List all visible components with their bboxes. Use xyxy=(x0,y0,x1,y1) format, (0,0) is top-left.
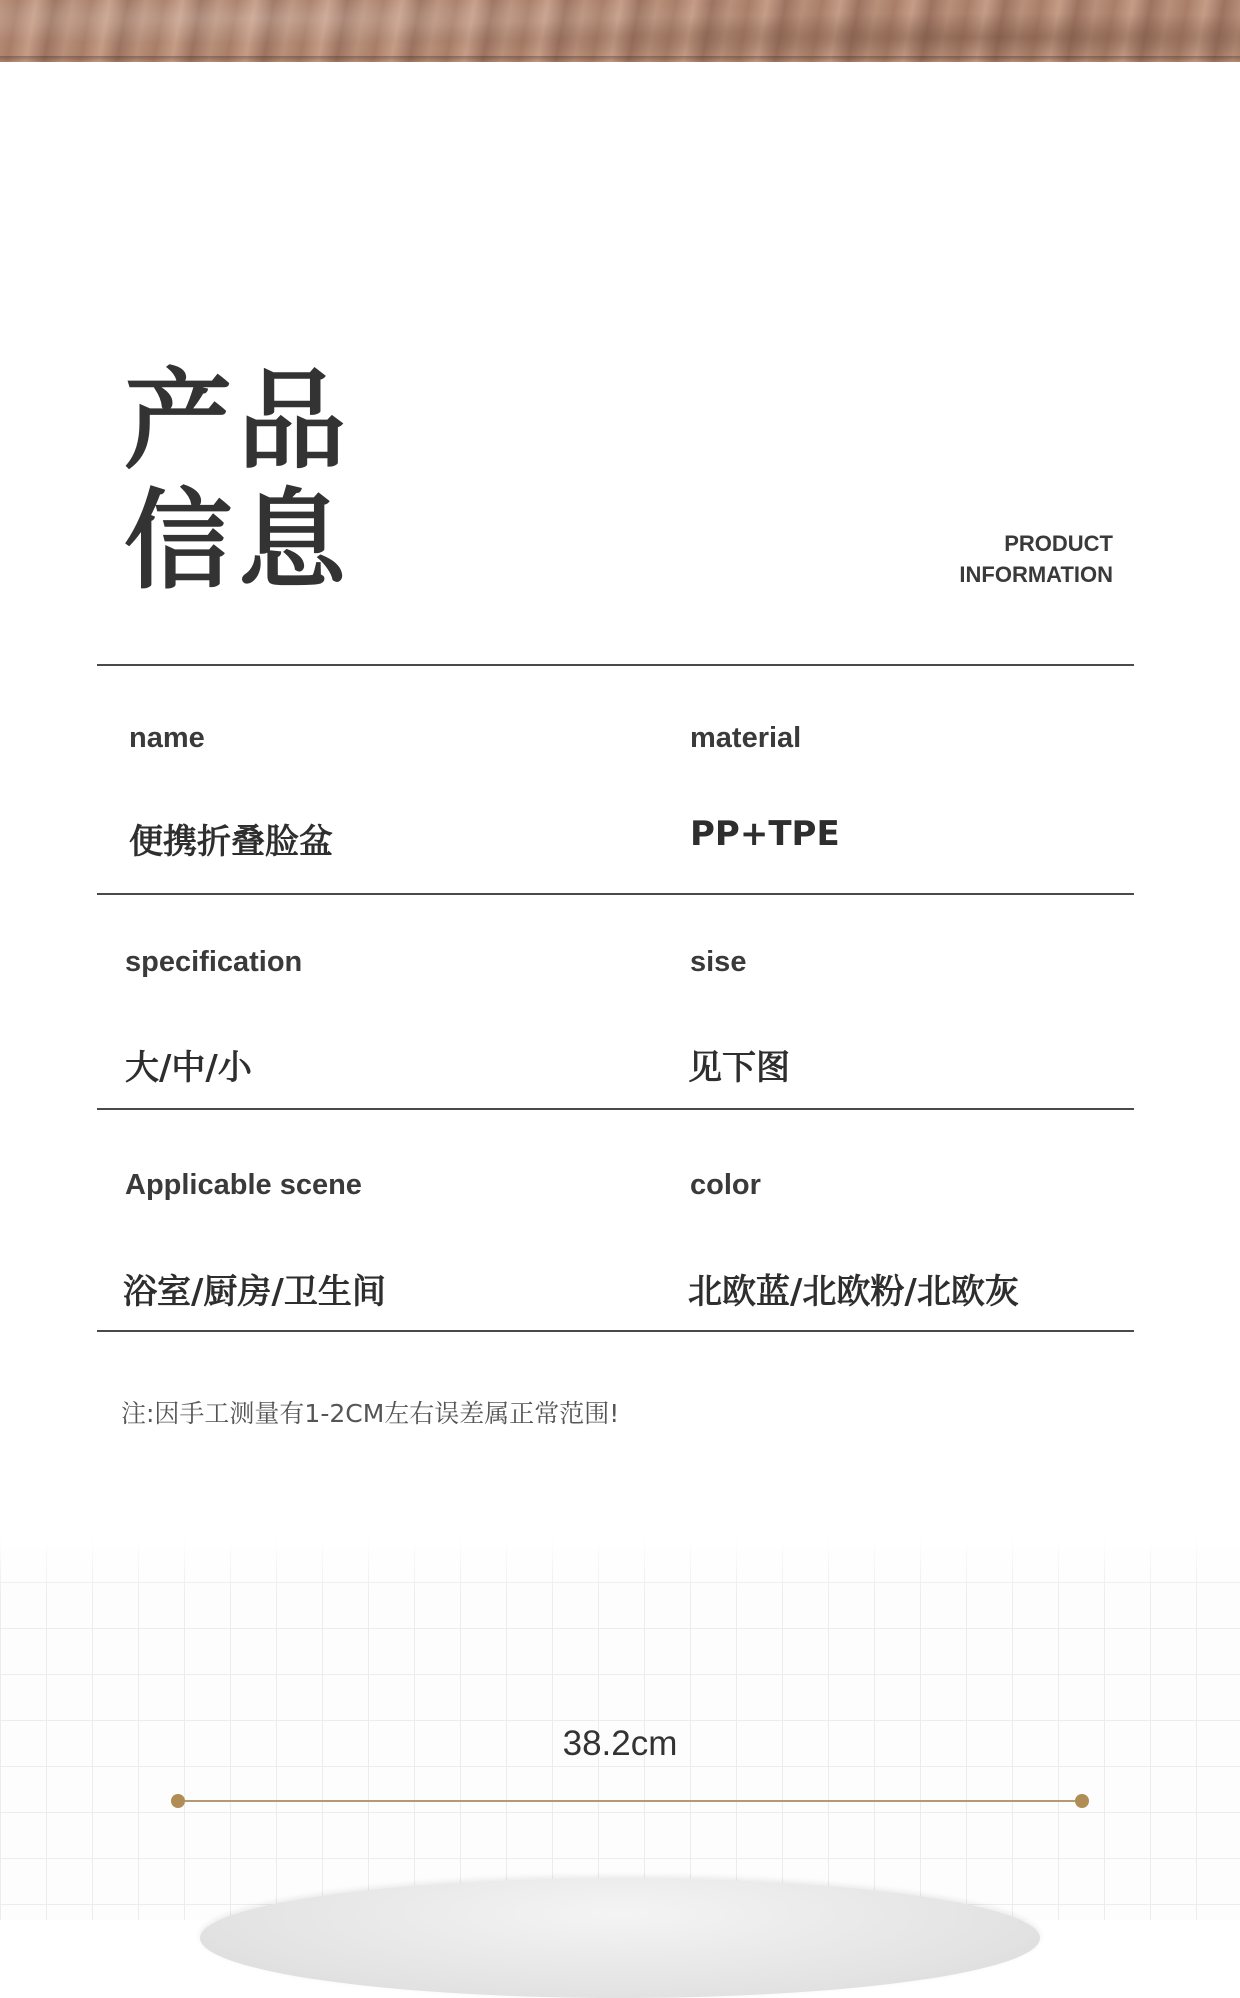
spec-value-size: 见下图 xyxy=(688,1048,790,1088)
table-top-divider xyxy=(97,664,1134,666)
page-title-zh xyxy=(124,359,353,604)
table-bottom-divider xyxy=(97,1330,1134,1332)
title-zh-line1: 产品 xyxy=(124,359,353,484)
top-product-photo-strip xyxy=(0,0,1240,62)
table-divider-2 xyxy=(97,1108,1134,1110)
spec-value-material: PP+TPE xyxy=(690,814,840,854)
title-zh-line2: 信息 xyxy=(124,479,353,604)
spec-value-name: 便携折叠脸盆 xyxy=(129,822,333,862)
table-divider-1 xyxy=(97,893,1134,895)
dimension-line xyxy=(178,1800,1082,1802)
spec-value-specification: 大/中/小 xyxy=(125,1048,252,1088)
spec-label-applicable-scene: Applicable scene xyxy=(125,1169,362,1201)
spec-label-size: sise xyxy=(690,946,747,978)
spec-label-material: material xyxy=(690,722,802,754)
spec-label-name: name xyxy=(129,722,205,754)
spec-value-color: 北欧蓝/北欧粉/北欧灰 xyxy=(688,1272,1019,1312)
measurement-note: 注:因手工测量有1-2CM左右误差属正常范围! xyxy=(121,1399,620,1428)
dimension-start-dot xyxy=(171,1794,185,1808)
spec-label-color: color xyxy=(690,1169,761,1201)
page-title-en xyxy=(959,528,1113,590)
spec-label-specification: specification xyxy=(125,946,303,978)
dimension-end-dot xyxy=(1075,1794,1089,1808)
spec-value-applicable-scene: 浴室/厨房/卫生间 xyxy=(123,1272,386,1312)
title-en-line2: INFORMATION xyxy=(959,562,1113,587)
dimension-label: 38.2cm xyxy=(562,1724,678,1763)
basin-rim-image xyxy=(200,1878,1040,1998)
title-en-line1: PRODUCT xyxy=(1004,531,1113,556)
